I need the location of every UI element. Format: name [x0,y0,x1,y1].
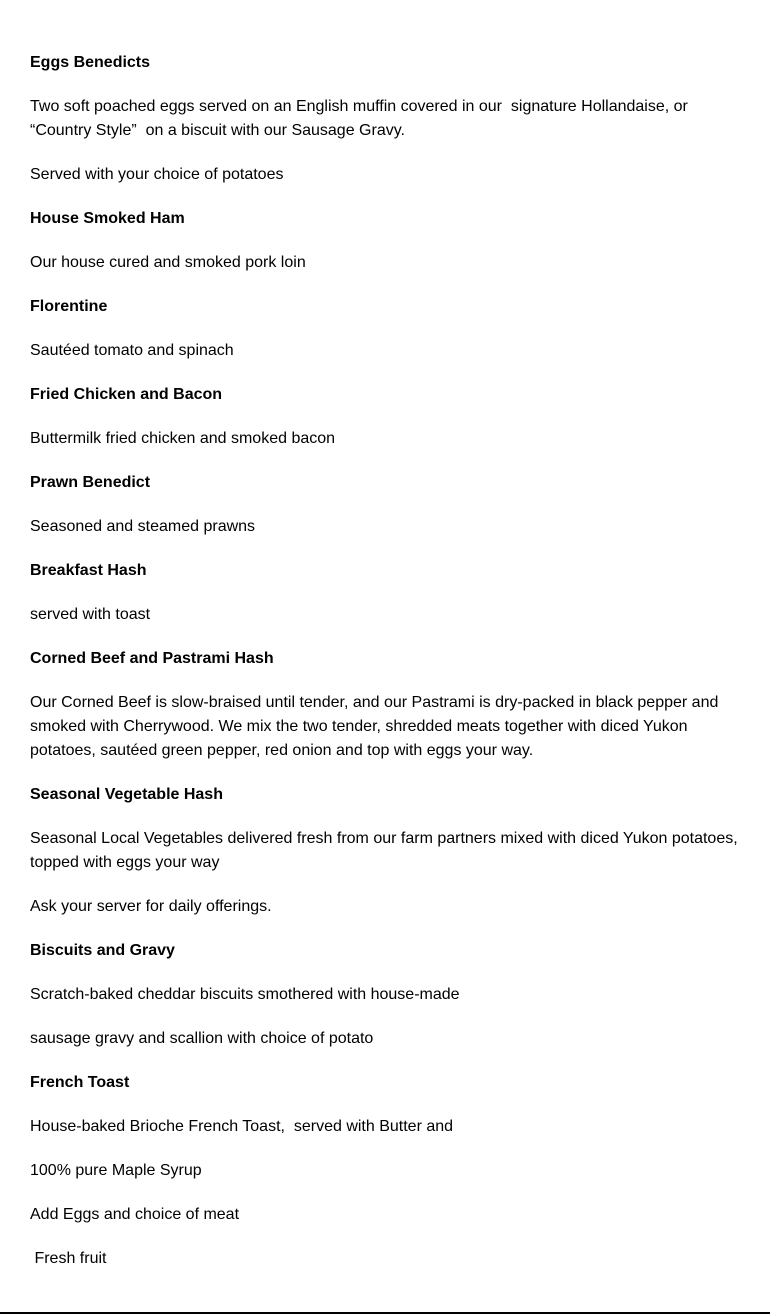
eggs-benedicts-heading: Eggs Benedicts [30,54,151,71]
seasonal-vegetable-hash-note: Ask your server for daily offerings. [30,898,272,915]
florentine-heading: Florentine [30,298,108,315]
house-smoked-ham-heading: House Smoked Ham [30,210,185,227]
prawn-benedict-heading: Prawn Benedict [30,474,151,491]
corned-beef-hash-heading: Corned Beef and Pastrami Hash [30,650,274,667]
fried-chicken-bacon-description: Buttermilk fried chicken and smoked bacon [30,430,336,447]
eggs-benedicts-note: Served with your choice of potatoes [30,166,284,183]
french-toast-description-1: House-baked Brioche French Toast, served with Butter and [30,1118,454,1135]
biscuits-gravy-description-1: Scratch-baked cheddar biscuits smothered with house-made [30,986,460,1003]
corned-beef-hash-description: Our Corned Beef is slow-braised until tender, and our Pastrami is dry-packed in black pepper and smoked with Cherrywood. We mix the two tender, shredded meats together with diced Yukon potatoes, sautéed green pepper, red onion and top with eggs your way. [30,694,723,759]
seasonal-vegetable-hash-heading: Seasonal Vegetable Hash [30,786,223,803]
biscuits-gravy-description-2: sausage gravy and scallion with choice of potato [30,1030,374,1047]
eggs-benedicts-description: Two soft poached eggs served on an English muffin covered in our signature Hollandaise, or “Country Style” on a biscuit with our Sausage Gravy. [30,98,693,139]
prawn-benedict-description: Seasoned and steamed prawns [30,518,256,535]
menu-document [30,51,743,1291]
fried-chicken-bacon-heading: Fried Chicken and Bacon [30,386,223,403]
french-toast-side: Fresh fruit [30,1250,107,1267]
house-smoked-ham-description: Our house cured and smoked pork loin [30,254,306,271]
french-toast-addon: Add Eggs and choice of meat [30,1206,240,1223]
florentine-description: Sautéed tomato and spinach [30,342,234,359]
biscuits-gravy-heading: Biscuits and Gravy [30,942,175,959]
french-toast-heading: French Toast [30,1074,130,1091]
breakfast-hash-description: served with toast [30,606,151,623]
breakfast-hash-heading: Breakfast Hash [30,562,147,579]
seasonal-vegetable-hash-description: Seasonal Local Vegetables delivered fresh from our farm partners mixed with diced Yukon potatoes, topped with eggs your way [30,830,743,871]
french-toast-description-2: 100% pure Maple Syrup [30,1162,202,1179]
